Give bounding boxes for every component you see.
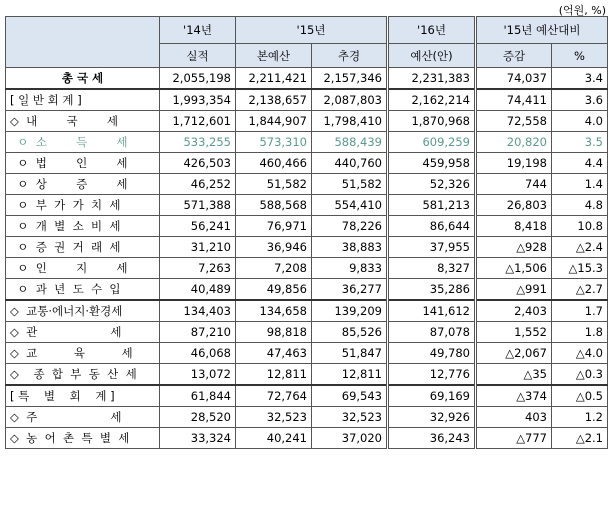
header-diff: '15년 예산대비 — [476, 17, 608, 44]
row-label: ◇ 주 세 — [6, 407, 160, 428]
row-label: ◇ 관 세 — [6, 322, 160, 343]
value-2015-supplementary: 78,226 — [312, 216, 388, 237]
value-2015-supplementary: 51,847 — [312, 343, 388, 364]
table-row — [6, 364, 608, 386]
value-2015-budget: 32,523 — [236, 407, 312, 428]
table-row — [6, 258, 608, 279]
value-pct: 1.7 — [552, 300, 608, 322]
value-2016: 49,780 — [388, 343, 476, 364]
value-2014: 7,263 — [160, 258, 236, 279]
value-2014: 87,210 — [160, 322, 236, 343]
value-pct: 3.5 — [552, 132, 608, 153]
value-pct: △0.5 — [552, 385, 608, 407]
value-pct: 1.4 — [552, 174, 608, 195]
value-2015-supplementary: 12,811 — [312, 364, 388, 386]
row-label: ㅇ 소 득 세 — [6, 132, 160, 153]
table-row — [6, 89, 608, 111]
value-2014: 533,255 — [160, 132, 236, 153]
value-diff: 74,411 — [476, 89, 552, 111]
table-row — [6, 300, 608, 322]
value-2014: 571,388 — [160, 195, 236, 216]
value-diff: 1,552 — [476, 322, 552, 343]
value-pct: △2.1 — [552, 428, 608, 449]
value-2016: 2,231,383 — [388, 68, 476, 90]
value-2016: 581,213 — [388, 195, 476, 216]
value-2015-budget: 2,138,657 — [236, 89, 312, 111]
row-label: [ 특 별 회 계 ] — [6, 385, 160, 407]
table-row — [6, 153, 608, 174]
value-2016: 1,870,968 — [388, 111, 476, 132]
value-2015-budget: 460,466 — [236, 153, 312, 174]
value-2015-budget: 72,764 — [236, 385, 312, 407]
row-label: ◇ 교 육 세 — [6, 343, 160, 364]
row-label: ㅇ 인 지 세 — [6, 258, 160, 279]
header-diff-amount: 증감 — [476, 44, 552, 68]
value-pct: 10.8 — [552, 216, 608, 237]
row-label: ㅇ 증 권 거 래 세 — [6, 237, 160, 258]
value-2015-supplementary: 588,439 — [312, 132, 388, 153]
value-2016: 8,327 — [388, 258, 476, 279]
value-pct: △2.7 — [552, 279, 608, 301]
value-2016: 69,169 — [388, 385, 476, 407]
value-diff: 2,403 — [476, 300, 552, 322]
value-2015-supplementary: 1,798,410 — [312, 111, 388, 132]
value-2015-supplementary: 37,020 — [312, 428, 388, 449]
unit-label: (억원, %) — [558, 4, 606, 17]
table-body — [6, 68, 608, 449]
table-row — [6, 385, 608, 407]
value-pct: 3.4 — [552, 68, 608, 90]
value-diff: 72,558 — [476, 111, 552, 132]
table-row — [6, 407, 608, 428]
value-2014: 46,252 — [160, 174, 236, 195]
tax-revenue-table — [5, 16, 608, 449]
value-2015-budget: 98,818 — [236, 322, 312, 343]
value-2015-supplementary: 139,209 — [312, 300, 388, 322]
value-2015-budget: 47,463 — [236, 343, 312, 364]
header-y15-budget: 본예산 — [236, 44, 312, 68]
value-diff: △928 — [476, 237, 552, 258]
row-label: ㅇ 개 별 소 비 세 — [6, 216, 160, 237]
value-2016: 12,776 — [388, 364, 476, 386]
table-row — [6, 111, 608, 132]
row-label: ㅇ 과 년 도 수 입 — [6, 279, 160, 301]
value-pct: 1.8 — [552, 322, 608, 343]
value-2015-budget: 76,971 — [236, 216, 312, 237]
value-pct: 4.4 — [552, 153, 608, 174]
row-label: ◇ 종 합 부 동 산 세 — [6, 364, 160, 386]
row-label: ㅇ 법 인 세 — [6, 153, 160, 174]
value-pct: △4.0 — [552, 343, 608, 364]
table-row — [6, 132, 608, 153]
value-pct: △2.4 — [552, 237, 608, 258]
table-row — [6, 428, 608, 449]
value-2016: 36,243 — [388, 428, 476, 449]
header-y16: '16년 — [388, 17, 476, 44]
table-row — [6, 279, 608, 301]
value-diff: 19,198 — [476, 153, 552, 174]
value-2016: 32,926 — [388, 407, 476, 428]
value-2014: 33,324 — [160, 428, 236, 449]
header-y14: '14년 — [160, 17, 236, 44]
value-2016: 141,612 — [388, 300, 476, 322]
value-pct: 4.0 — [552, 111, 608, 132]
value-2015-supplementary: 85,526 — [312, 322, 388, 343]
value-pct: 3.6 — [552, 89, 608, 111]
value-2015-supplementary: 32,523 — [312, 407, 388, 428]
row-label: 총 국 세 — [6, 68, 160, 90]
value-2015-supplementary: 36,277 — [312, 279, 388, 301]
value-2015-budget: 12,811 — [236, 364, 312, 386]
row-label: ◇ 내 국 세 — [6, 111, 160, 132]
value-2015-budget: 1,844,907 — [236, 111, 312, 132]
value-2015-budget: 51,582 — [236, 174, 312, 195]
value-diff: 20,820 — [476, 132, 552, 153]
row-label: ㅇ 상 증 세 — [6, 174, 160, 195]
table-row — [6, 237, 608, 258]
value-2016: 86,644 — [388, 216, 476, 237]
value-2015-budget: 36,946 — [236, 237, 312, 258]
value-2015-supplementary: 51,582 — [312, 174, 388, 195]
value-2015-budget: 49,856 — [236, 279, 312, 301]
value-2015-budget: 588,568 — [236, 195, 312, 216]
value-2014: 28,520 — [160, 407, 236, 428]
value-diff: △1,506 — [476, 258, 552, 279]
header-y15-supplementary: 추경 — [312, 44, 388, 68]
table-row — [6, 343, 608, 364]
value-diff: 74,037 — [476, 68, 552, 90]
value-2015-supplementary: 2,157,346 — [312, 68, 388, 90]
value-diff: 403 — [476, 407, 552, 428]
table-row — [6, 68, 608, 90]
value-2015-budget: 134,658 — [236, 300, 312, 322]
value-diff: △991 — [476, 279, 552, 301]
value-2015-supplementary: 38,883 — [312, 237, 388, 258]
value-2015-budget: 40,241 — [236, 428, 312, 449]
value-2014: 134,403 — [160, 300, 236, 322]
value-2015-supplementary: 69,543 — [312, 385, 388, 407]
header-y14-sub: 실적 — [160, 44, 236, 68]
value-2014: 40,489 — [160, 279, 236, 301]
value-2015-budget: 573,310 — [236, 132, 312, 153]
table-row — [6, 195, 608, 216]
value-2015-supplementary: 9,833 — [312, 258, 388, 279]
value-2015-budget: 2,211,421 — [236, 68, 312, 90]
value-2016: 2,162,214 — [388, 89, 476, 111]
row-label: ◇ 농 어 촌 특 별 세 — [6, 428, 160, 449]
value-diff: △374 — [476, 385, 552, 407]
value-diff: △777 — [476, 428, 552, 449]
value-2016: 609,259 — [388, 132, 476, 153]
value-2015-budget: 7,208 — [236, 258, 312, 279]
header-diff-pct: % — [552, 44, 608, 68]
value-2016: 37,955 — [388, 237, 476, 258]
value-2016: 87,078 — [388, 322, 476, 343]
row-label: ◇ 교통·에너지·환경세 — [6, 300, 160, 322]
header-y16-sub: 예산(안) — [388, 44, 476, 68]
value-diff: 744 — [476, 174, 552, 195]
value-2015-supplementary: 2,087,803 — [312, 89, 388, 111]
value-2014: 31,210 — [160, 237, 236, 258]
value-pct: △0.3 — [552, 364, 608, 386]
value-2015-supplementary: 440,760 — [312, 153, 388, 174]
value-2014: 1,712,601 — [160, 111, 236, 132]
value-2016: 35,286 — [388, 279, 476, 301]
value-2014: 1,993,354 — [160, 89, 236, 111]
header-y15: '15년 — [236, 17, 388, 44]
table-row — [6, 216, 608, 237]
value-2014: 56,241 — [160, 216, 236, 237]
value-2015-supplementary: 554,410 — [312, 195, 388, 216]
value-pct: 1.2 — [552, 407, 608, 428]
header-category — [6, 17, 160, 68]
value-2014: 13,072 — [160, 364, 236, 386]
table-row — [6, 174, 608, 195]
value-2016: 52,326 — [388, 174, 476, 195]
value-2014: 46,068 — [160, 343, 236, 364]
table-row — [6, 322, 608, 343]
value-diff: 26,803 — [476, 195, 552, 216]
value-2014: 2,055,198 — [160, 68, 236, 90]
value-pct: △15.3 — [552, 258, 608, 279]
value-2014: 61,844 — [160, 385, 236, 407]
value-diff: 8,418 — [476, 216, 552, 237]
value-diff: △35 — [476, 364, 552, 386]
value-pct: 4.8 — [552, 195, 608, 216]
value-diff: △2,067 — [476, 343, 552, 364]
row-label: [ 일 반 회 계 ] — [6, 89, 160, 111]
value-2014: 426,503 — [160, 153, 236, 174]
value-2016: 459,958 — [388, 153, 476, 174]
row-label: ㅇ 부 가 가 치 세 — [6, 195, 160, 216]
